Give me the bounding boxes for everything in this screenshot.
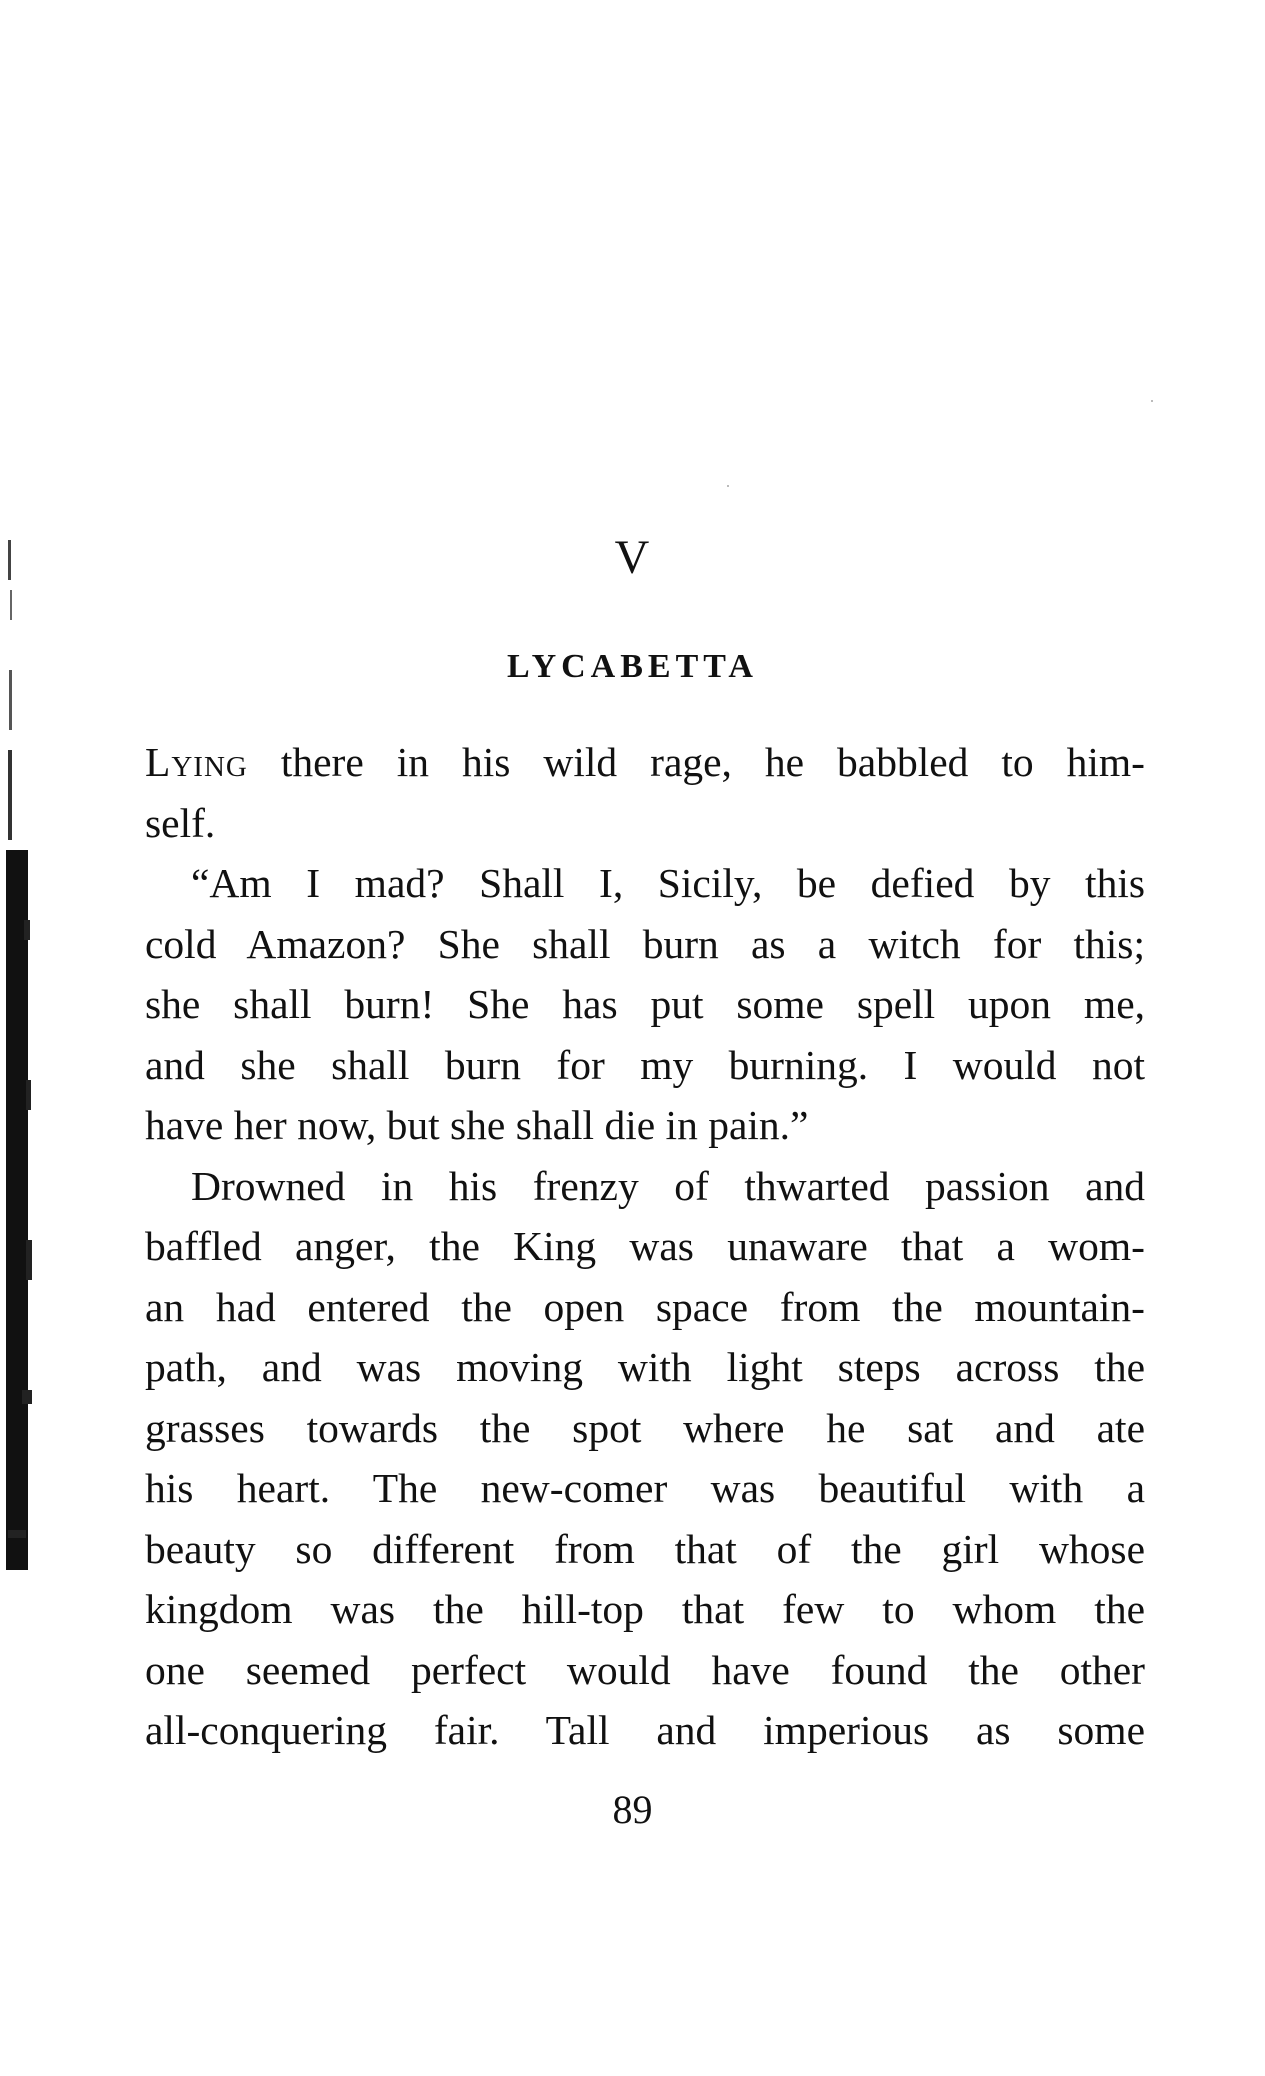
chapter-number: V: [614, 531, 651, 584]
text-line: grasses towards the spot where he sat and ate: [145, 1404, 1145, 1451]
lead-word: Lying: [145, 739, 248, 785]
text-line: one seemed perfect would have found the other: [145, 1646, 1145, 1693]
text-line: an had entered the open space from the mountain-: [145, 1283, 1145, 1330]
text-line: path, and was moving with light steps across the: [145, 1344, 1145, 1390]
text-line: self.: [145, 799, 216, 846]
text-line: beauty so different from that of the girl whose: [145, 1525, 1145, 1572]
text-line: have her now, but she shall die in pain.”: [145, 1102, 809, 1148]
stray-mark: [1151, 400, 1153, 402]
text-line: cold Amazon? She shall burn as a witch for this;: [145, 920, 1145, 967]
text-line: she shall burn! She has put some spell upon me,: [145, 981, 1145, 1027]
body-text: [145, 732, 1145, 1761]
chapter-title: LYCABETTA: [507, 648, 758, 685]
text-line: baffled anger, the King was unaware that a wom-: [145, 1223, 1145, 1269]
text-line: all-conquering fair. Tall and imperious as some: [145, 1707, 1145, 1753]
page-number: 89: [612, 1787, 653, 1832]
text-line: Drowned in his frenzy of thwarted passion and: [191, 1162, 1145, 1209]
text-line: his heart. The new-comer was beautiful with a: [145, 1465, 1145, 1511]
stray-mark: [727, 485, 729, 487]
text-line: “Am I mad? Shall I, Sicily, be defied by this: [191, 860, 1145, 906]
text-line: [145, 732, 1145, 793]
text-line: and she shall burn for my burning. I would not: [145, 1041, 1145, 1088]
line-text: there in his wild rage, he babbled to him-: [247, 739, 1145, 785]
text-line: kingdom was the hill-top that few to whom the: [145, 1586, 1145, 1632]
